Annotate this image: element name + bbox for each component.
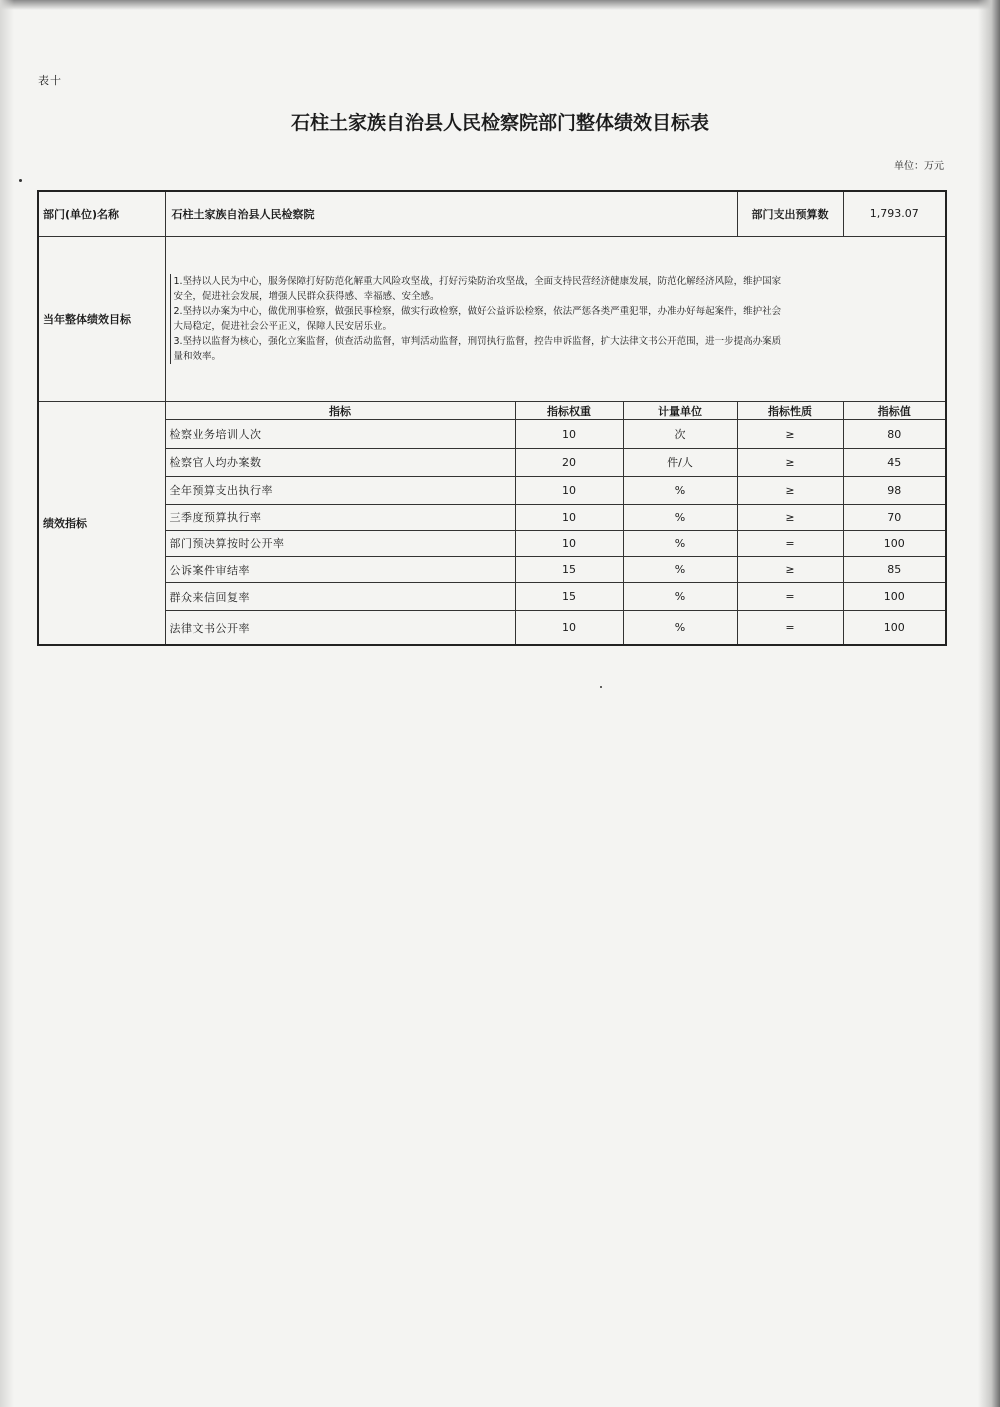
indicator-nature: = <box>737 583 843 611</box>
indicator-unit: % <box>623 611 737 645</box>
indicator-value: 85 <box>843 557 946 583</box>
indicator-value: 100 <box>843 583 946 611</box>
table-row <box>38 476 946 504</box>
table-row <box>38 611 946 645</box>
scan-shadow-top <box>0 0 1000 10</box>
goal-line: 1.坚持以人民为中心，服务保障打好防范化解重大风险攻坚战，打好污染防治攻坚战，全面支持民营经济健康发展，防范化解经济风险，维护国家 <box>173 276 782 288</box>
indicator-weight: 10 <box>515 504 623 530</box>
scan-speck <box>600 686 602 688</box>
indicator-value: 80 <box>843 420 946 448</box>
indicator-weight: 10 <box>515 420 623 448</box>
table-row <box>38 583 946 611</box>
indicator-nature: ≥ <box>737 504 843 530</box>
indicator-weight: 10 <box>515 611 623 645</box>
indicator-header-row <box>38 402 946 420</box>
document-title: 石柱土家族自治县人民检察院部门整体绩效目标表 <box>290 112 709 134</box>
budget-value: 1,793.07 <box>843 191 946 236</box>
goals-text-block <box>170 274 940 364</box>
indicator-weight: 15 <box>515 557 623 583</box>
document-label: 表十 <box>38 74 62 87</box>
dept-row <box>38 191 946 236</box>
indicator-name: 法律文书公开率 <box>165 611 515 645</box>
indicator-nature: ≥ <box>737 557 843 583</box>
indicator-name: 检察业务培训人次 <box>165 420 515 448</box>
indicator-name: 全年预算支出执行率 <box>165 476 515 504</box>
indicator-name: 部门预决算按时公开率 <box>165 530 515 556</box>
goal-line: 大局稳定，促进社会公平正义，保障人民安居乐业。 <box>173 321 393 333</box>
header-weight: 指标权重 <box>515 402 623 420</box>
indicator-nature: ≥ <box>737 448 843 476</box>
goal-line: 量和效率。 <box>173 351 222 363</box>
goal-line: 3.坚持以监督为核心，强化立案监督，侦查活动监督，审判活动监督，刑罚执行监督，控告申诉监督，扩大法律文书公开范围，进一步提高办案质 <box>173 336 782 348</box>
unit-label: 单位：万元 <box>894 161 944 172</box>
indicator-nature: ≥ <box>737 476 843 504</box>
header-indicator: 指标 <box>165 402 515 420</box>
indicator-name: 检察官人均办案数 <box>165 448 515 476</box>
scan-shadow-right <box>978 0 1000 1407</box>
table-row <box>38 420 946 448</box>
header-unit: 计量单位 <box>623 402 737 420</box>
indicators-label: 绩效指标 <box>38 402 165 645</box>
indicator-value: 45 <box>843 448 946 476</box>
indicator-weight: 10 <box>515 476 623 504</box>
indicator-value: 98 <box>843 476 946 504</box>
dept-name-value: 石柱土家族自治县人民检察院 <box>165 191 737 236</box>
indicator-weight: 10 <box>515 530 623 556</box>
table-row <box>38 530 946 556</box>
indicator-unit: 件/人 <box>623 448 737 476</box>
indicator-weight: 15 <box>515 583 623 611</box>
goal-line: 2.坚持以办案为中心，做优刑事检察，做强民事检察，做实行政检察，做好公益诉讼检察，依法严惩各类严重犯罪，办准办好每起案件，维护社会 <box>173 306 782 318</box>
indicator-nature: = <box>737 611 843 645</box>
indicator-unit: % <box>623 557 737 583</box>
indicator-unit: % <box>623 530 737 556</box>
indicator-weight: 20 <box>515 448 623 476</box>
performance-goal-table <box>37 190 947 646</box>
table-row <box>38 557 946 583</box>
indicator-unit: % <box>623 476 737 504</box>
indicator-unit: % <box>623 504 737 530</box>
header-value: 指标值 <box>843 402 946 420</box>
indicator-value: 70 <box>843 504 946 530</box>
budget-label: 部门支出预算数 <box>737 191 843 236</box>
indicator-nature: = <box>737 530 843 556</box>
indicator-nature: ≥ <box>737 420 843 448</box>
goals-label: 当年整体绩效目标 <box>38 236 165 402</box>
goals-row <box>38 236 946 402</box>
indicator-unit: % <box>623 583 737 611</box>
table-row <box>38 448 946 476</box>
table-row <box>38 504 946 530</box>
dept-name-label: 部门(单位)名称 <box>38 191 165 236</box>
indicator-name: 公诉案件审结率 <box>165 557 515 583</box>
goal-line: 安全，促进社会发展，增强人民群众获得感、幸福感、安全感。 <box>173 291 440 303</box>
goals-text <box>165 236 946 402</box>
scan-speck <box>19 179 22 182</box>
indicator-name: 三季度预算执行率 <box>165 504 515 530</box>
indicator-name: 群众来信回复率 <box>165 583 515 611</box>
indicator-value: 100 <box>843 530 946 556</box>
scan-shadow-left <box>0 0 14 1407</box>
header-nature: 指标性质 <box>737 402 843 420</box>
indicator-value: 100 <box>843 611 946 645</box>
indicator-unit: 次 <box>623 420 737 448</box>
